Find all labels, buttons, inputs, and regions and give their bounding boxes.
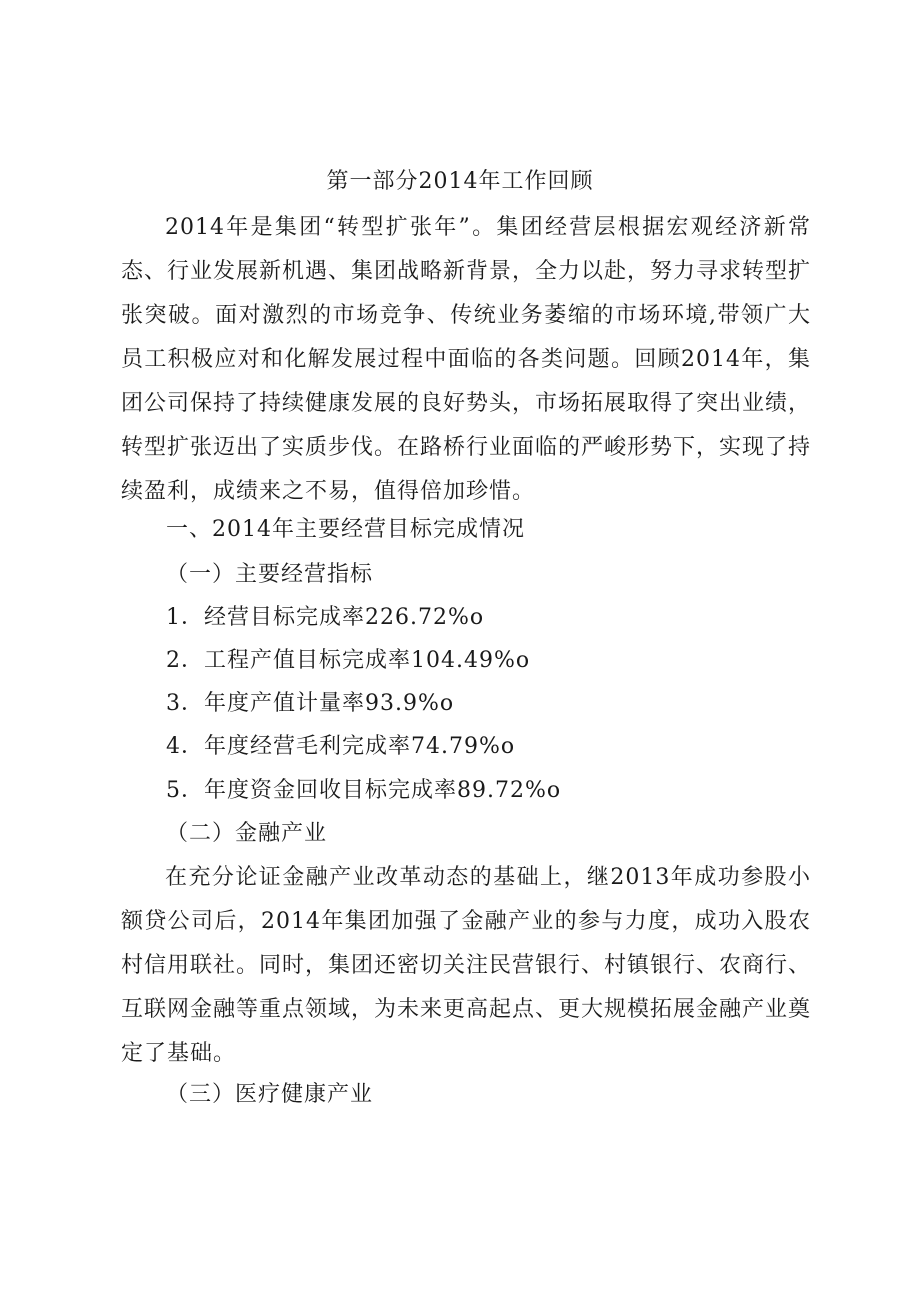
finance-paragraph: 在充分论证金融产业改革动态的基础上，继2013年成功参股小额贷公司后，2014年集团加强了金融产业的参与力度，成功入股农村信用联社。同时，集团还密切关注民营银行、村镇银行、农商行、互联网金融等重点领域，为未来更高起点、更大规模拓展金融产业奠定了基础。 [121, 865, 812, 1066]
intro-paragraph: 2014年是集团“转型扩张年”。集团经营层根据宏观经济新常态、行业发展新机遇、集团战略新背景，全力以赴，努力寻求转型扩张突破。面对激烈的市场竞争、传统业务萎缩的市场环境,带领广大员工积极应对和化解发展过程中面临的各类问题。回顾2014年，集团公司保持了持续健康发展的良好势头，市场拓展取得了突出业绩，转型扩张迈出了实质步伐。在路桥行业面临的严峻形势下，实现了持续盈利，成绩来之不易，值得倍加珍惜。 [121, 215, 812, 504]
document-title: 第一部分2014年工作回顾 [326, 169, 594, 194]
indicator-item: 1．经营目标完成率226.72%o [166, 605, 485, 630]
sub-heading-main-indicators: （一）主要经营指标 [166, 562, 374, 587]
indicator-item: 5．年度资金回收目标完成率89.72%o [166, 778, 562, 803]
section-one-heading: 一、2014年主要经营目标完成情况 [166, 517, 525, 542]
sub-heading-healthcare: （三）医疗健康产业 [166, 1082, 374, 1107]
indicator-item: 2．工程产值目标完成率104.49%o [166, 648, 531, 673]
sub-heading-finance: （二）金融产业 [166, 821, 328, 846]
indicator-item: 3．年度产值计量率93.9%o [166, 691, 455, 716]
indicator-item: 4．年度经营毛利完成率74.79%o [166, 734, 516, 759]
